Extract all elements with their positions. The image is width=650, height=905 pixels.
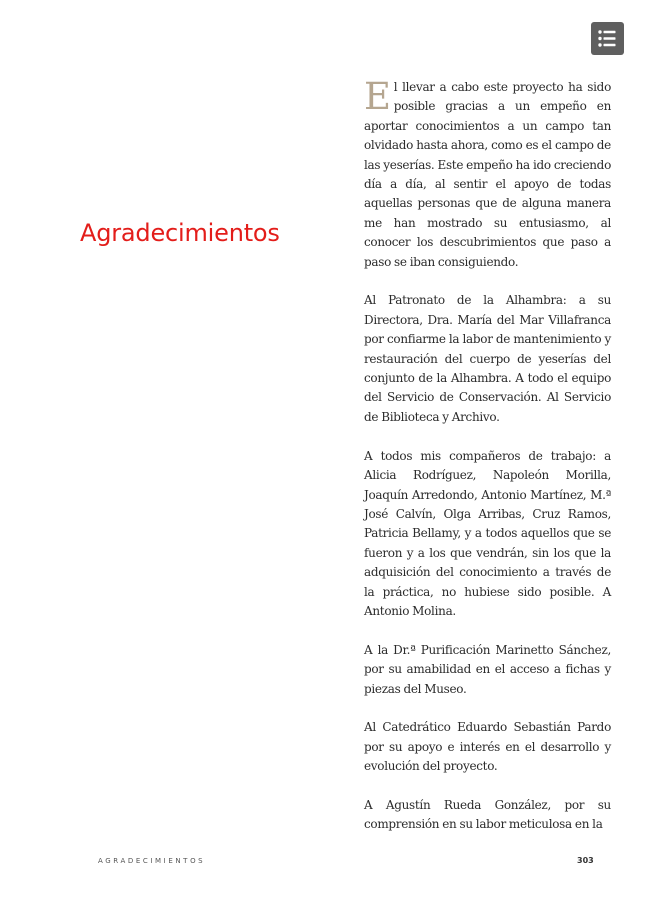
paragraph-rueda: A Agustín Rueda González, por su comprensión en su labor meticulosa en la — [364, 797, 611, 832]
paragraph-companeros: A todos mis compañeros de trabajo: a Alicia Rodríguez, Napoleón Morilla, Joaquín Arredondo, Antonio Martínez, M.ª José Calvín, Olga Arribas, Cruz Ramos, Patricia Bellamy, y a todos aquellos que se fueron y a los que vendrán, sin los que la adquisición del conocimiento a través de la práctica, no hubiese sido posible. A Antonio Molina. — [364, 448, 611, 618]
paragraph-intro — [364, 75, 611, 272]
body-text — [364, 75, 611, 835]
paragraph-marinetto: A la Dr.ª Purificación Marinetto Sánchez, por su amabilidad en el acceso a fichas y piezas del Museo. — [364, 642, 611, 696]
paragraph-patronato: Al Patronato de la Alhambra: a su Directora, Dra. María del Mar Villafranca por confiarme la labor de mantenimiento y restauración del cuerpo de yeserías del conjunto de la Alhambra. A todo el equipo del Servicio de Conservación. Al Servicio de Biblioteca y Archivo. — [364, 293, 611, 424]
page-title: Agradecimientos — [80, 219, 280, 247]
paragraph-sebastian: Al Catedrático Eduardo Sebastián Pardo por su apoyo e interés en el desarrollo y evolución del proyecto. — [364, 720, 611, 774]
paragraph-intro-text: l llevar a cabo este proyecto ha sido posible gracias a un empeño en aportar conocimientos a un campo tan olvidado hasta ahora, como es el campo de las yeserías. Este empeño ha ido creciendo día a día, al sentir el apoyo de todas aquellas personas que de alguna manera me han mostrado su entusiasmo, al conocer los descubrimientos que paso a paso se iban consiguiendo. — [364, 80, 611, 269]
menu-button[interactable] — [591, 22, 624, 55]
footer-section-label: AGRADECIMIENTOS — [98, 857, 206, 865]
drop-cap: E — [364, 75, 391, 118]
page-number: 303 — [577, 856, 594, 865]
list-menu-icon — [591, 22, 624, 55]
